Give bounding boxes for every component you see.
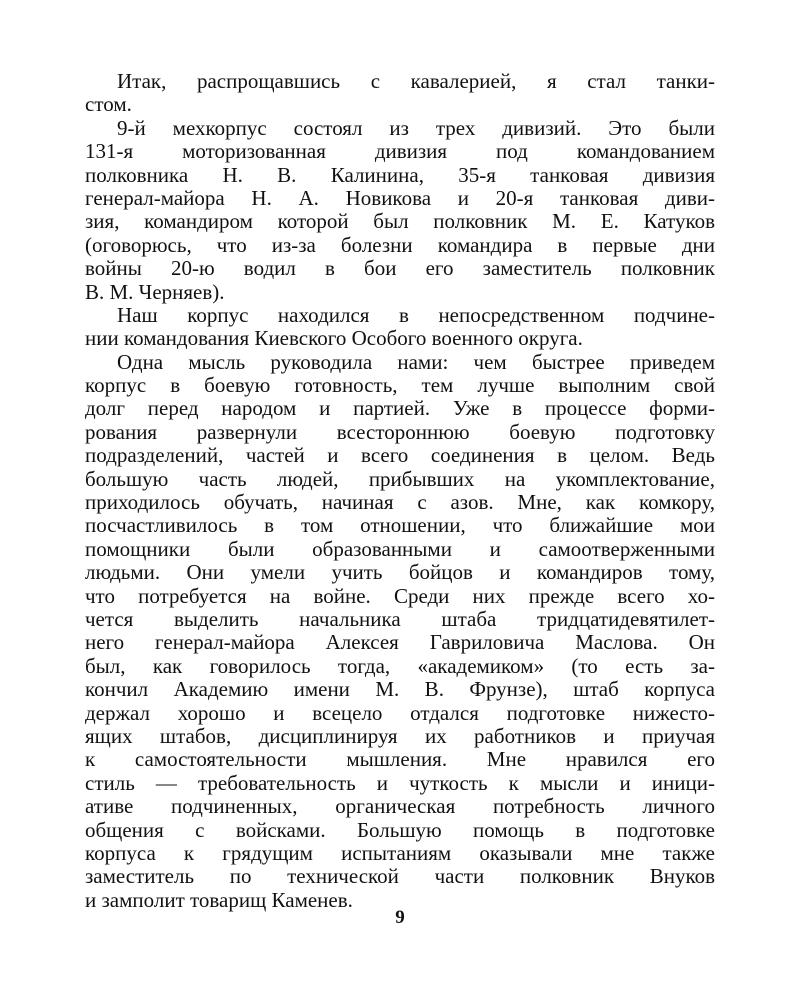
text-line: стом. bbox=[85, 93, 132, 117]
text-line: корпуса к грядущим испытаниям оказывали мне также bbox=[85, 841, 715, 865]
text-line: кончил Академию имени М. В. Фрунзе), штаб корпуса bbox=[85, 678, 715, 702]
text-line: людьми. Они умели учить бойцов и командиров тому, bbox=[85, 561, 715, 585]
text-line: 9-й мехкорпус состоял из трех дивизий. Это были bbox=[117, 116, 715, 140]
text-line: Одна мысль руководила нами: чем быстрее приведем bbox=[117, 350, 715, 374]
text-line: чется выделить начальника штаба тридцатидевятилет- bbox=[85, 607, 715, 631]
text-line: ящих штабов, дисциплинируя их работников и приучая bbox=[85, 724, 715, 748]
text-line: Наш корпус находился в непосредственном подчине- bbox=[117, 303, 715, 327]
text-line: большую часть людей, прибывших на укомплектование, bbox=[85, 467, 715, 491]
text-line: полковника Н. В. Калинина, 35-я танковая дивизия bbox=[85, 163, 715, 187]
text-line: рования развернули всестороннюю боевую подготовку bbox=[85, 420, 715, 444]
text-line: В. М. Черняев). bbox=[85, 280, 225, 304]
text-line: к самостоятельности мышления. Мне нравился его bbox=[85, 748, 715, 772]
text-line: (оговорюсь, что из-за болезни командира в первые дни bbox=[85, 233, 715, 257]
text-line: него генерал-майора Алексея Гавриловича Маслова. Он bbox=[85, 631, 715, 655]
text-line: приходилось обучать, начиная с азов. Мне, как комкору, bbox=[85, 491, 715, 515]
text-line: подразделений, частей и всего соединения в целом. Ведь bbox=[85, 444, 715, 468]
page-body bbox=[85, 70, 715, 912]
text-line: 131-я моторизованная дивизия под командованием bbox=[85, 140, 715, 164]
text-line: Итак, распрощавшись с кавалерией, я стал танки- bbox=[117, 70, 715, 93]
text-line: держал хорошо и всецело отдался подготовке нижесто- bbox=[85, 701, 715, 725]
text-line: что потребуется на войне. Среди них прежде всего хо- bbox=[85, 584, 715, 608]
text-line: стиль — требовательность и чуткость к мысли и иници- bbox=[85, 771, 715, 795]
text-line: войны 20-ю водил в бои его заместитель полковник bbox=[85, 257, 715, 281]
text-line: и замполит товарищ Каменев. bbox=[85, 888, 353, 912]
text-line: общения с войсками. Большую помощь в подготовке bbox=[85, 818, 715, 842]
text-line: нии командования Киевского Особого военного округа. bbox=[85, 327, 583, 351]
text-line: долг перед народом и партией. Уже в процессе форми- bbox=[85, 397, 715, 421]
text-line: был, как говорилось тогда, «академиком» (то есть за- bbox=[85, 654, 715, 678]
text-line: корпус в боевую готовность, тем лучше выполним свой bbox=[85, 374, 715, 398]
text-line: ативе подчиненных, органическая потребность личного bbox=[85, 795, 715, 819]
text-line: посчастливилось в том отношении, что ближайшие мои bbox=[85, 514, 715, 538]
text-line: генерал-майора Н. А. Новикова и 20-я танковая диви- bbox=[85, 186, 715, 210]
text-line: зия, командиром которой был полковник М. Е. Катуков bbox=[85, 210, 715, 234]
page-number: 9 bbox=[395, 907, 405, 928]
text-line: заместитель по технической части полковник Внуков bbox=[85, 865, 715, 889]
text-line: помощники были образованными и самоотверженными bbox=[85, 537, 715, 561]
